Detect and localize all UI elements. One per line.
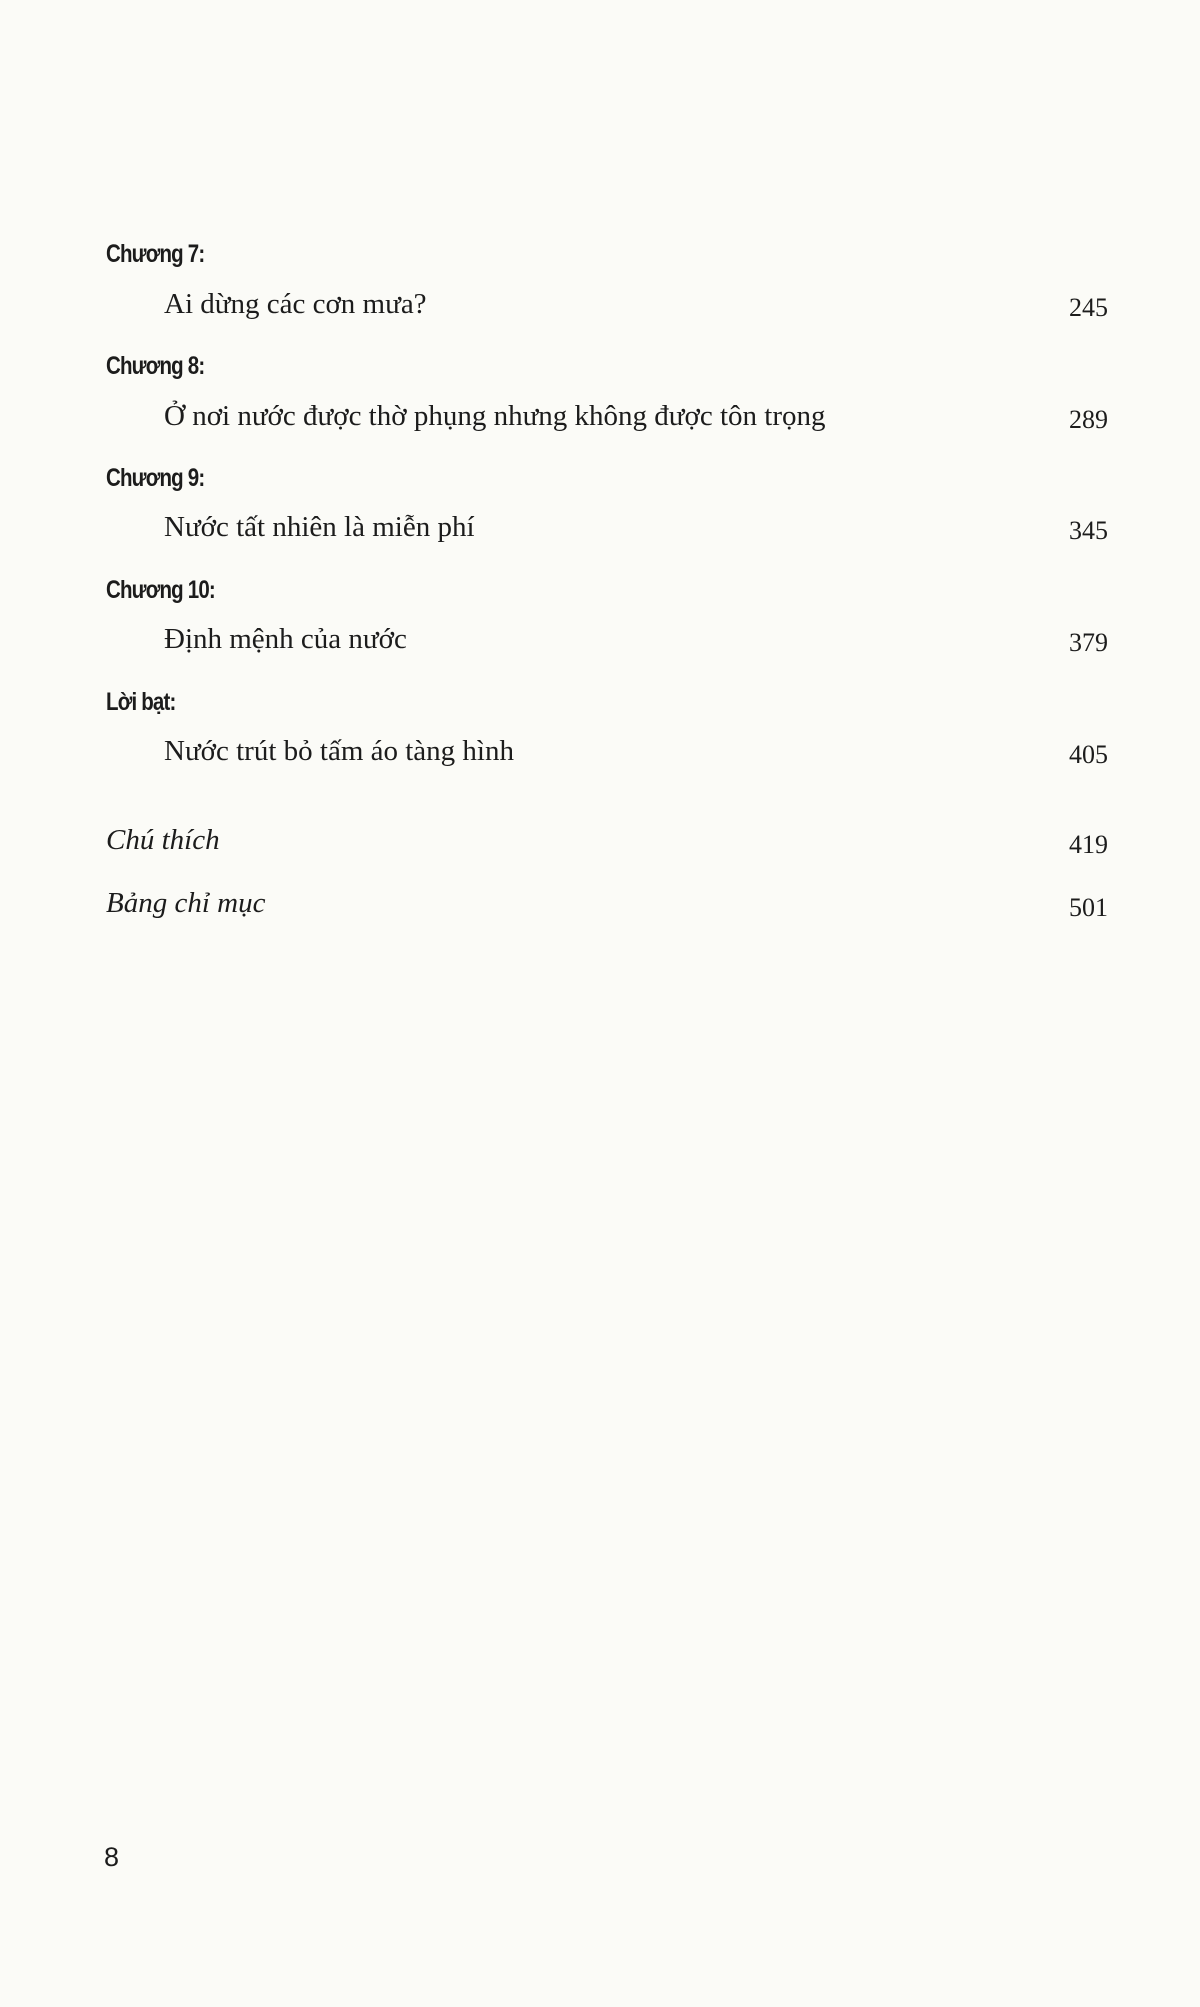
back-matter-title: Chú thích — [106, 824, 220, 856]
chapter-title: Nước tất nhiên là miễn phí — [164, 511, 475, 543]
page-number: 501 — [1069, 893, 1108, 922]
folio-page-number: 8 — [104, 1842, 120, 1872]
page-number: 345 — [1069, 516, 1108, 545]
chapter-label: Lời bạt: — [106, 688, 176, 716]
page-number: 289 — [1069, 405, 1108, 434]
chapter-label: Chương 10: — [106, 576, 215, 604]
chapter-label: Chương 8: — [106, 352, 205, 380]
page-number: 405 — [1069, 740, 1108, 769]
page-number: 379 — [1069, 628, 1108, 657]
chapter-title: Ở nơi nước được thờ phụng nhưng không được tôn trọng — [164, 400, 826, 432]
chapter-label: Chương 9: — [106, 464, 205, 492]
page-number: 245 — [1069, 293, 1108, 322]
chapter-title: Nước trút bỏ tấm áo tàng hình — [164, 735, 514, 767]
page-number: 419 — [1069, 830, 1108, 859]
chapter-title: Ai dừng các cơn mưa? — [164, 288, 427, 320]
chapter-title: Định mệnh của nước — [164, 623, 407, 655]
chapter-label: Chương 7: — [106, 240, 205, 268]
back-matter-title: Bảng chỉ mục — [106, 887, 266, 919]
